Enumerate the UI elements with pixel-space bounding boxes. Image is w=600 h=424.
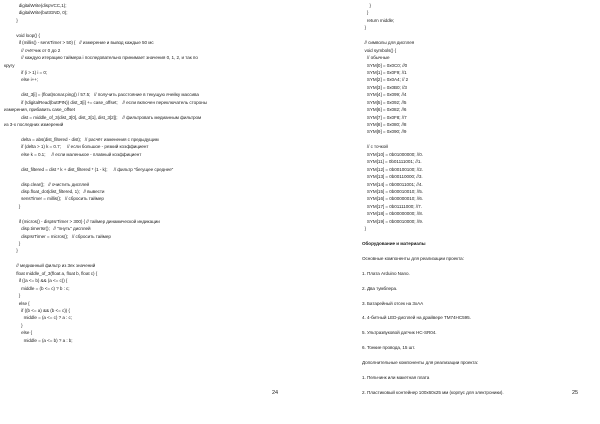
left_page-line: else k = 0.1; // если маленькое - плавный коэффициент (4, 151, 142, 157)
left_page-line: if (delta > 1) k = 0.7; // если большое - резкий коэффициент (4, 144, 149, 150)
right_page-line (362, 233, 592, 240)
right_page-line: 1. Плата Arduino Nano. (362, 270, 410, 276)
right_page-line: 5. Ультразвуковой датчик HC-SR04. (362, 330, 437, 336)
right_page-line: } (362, 3, 371, 8)
left_page-line: if (i > 1) i = 0; (4, 69, 48, 75)
right-page (300, 0, 600, 424)
left_page-line: void loop() { (4, 32, 40, 38)
right_page-line (362, 247, 592, 254)
right_page-line: SYM[4] = 0x099; //4 (362, 92, 407, 98)
left_page-line: float middle_of_3(float a, float b, float c) { (4, 270, 98, 276)
left_page-line: else { (4, 300, 30, 306)
left_page-line: dist_filtered = dist * k + dist_filtered * (1 - k); // фильтр "бегущее среднее" (4, 166, 174, 172)
right_page-line: SYM[1] = 0x0F9; //1 (362, 69, 407, 75)
left_page-line: disp.float_dot(dist_filtered, 1); // вывести (4, 188, 105, 194)
left_page-line: middle = (a <= c) ? a : c; (4, 315, 72, 321)
left_page-line: digitalWrite(buttGND, 0); (4, 10, 68, 16)
right_page-line: SYM[3] = 0x0B0; //3 (362, 84, 407, 90)
left_page-line: if (micros() - dispIsrTimer > 300) { // таймер динамической индикации (4, 218, 160, 224)
right_page-line: SYM[18] = 0b00000000; //8. (362, 211, 423, 217)
right_page-line: Оборудование и материалы (362, 241, 426, 246)
right_page-line: 1. Пельчинк или макетная плата (362, 374, 430, 380)
left_page-line: middle = (a <= b) ? a : b; (4, 337, 73, 343)
right_page-line (362, 136, 592, 143)
left_page-line: sensTimer = millis(); // сбросить таймер (4, 196, 104, 202)
right_page-line (362, 32, 592, 39)
right_page-line: } (362, 10, 369, 16)
left_page-line: кругу (4, 62, 15, 68)
right_page-line: SYM[7] = 0x0F8; //7 (362, 114, 407, 120)
left-page-code (4, 2, 294, 344)
right_page-line (362, 262, 592, 269)
left_page-line: delta = abs(dist_filtered - dist); // расчёт изменения с предыдущим (4, 136, 159, 142)
left_page-line: disp.clear(); // очистить дисплей (4, 181, 90, 187)
left_page-line (4, 158, 294, 165)
left_page-line (4, 128, 294, 135)
right_page-line: SYM[14] = 0b00011001; //4. (362, 181, 423, 187)
right_page-line: // обычные (362, 55, 390, 61)
left_page-line: } (4, 248, 18, 254)
right_page-line: SYM[13] = 0b00110000; //3. (362, 174, 423, 180)
left_page-line: } (4, 293, 21, 299)
right_page-line: SYM[5] = 0x092; //5 (362, 99, 407, 105)
right_page-line (362, 322, 592, 329)
left_page-line: } (4, 203, 21, 209)
right_page-line: // символы для дисплея (362, 40, 415, 46)
right_page-line (362, 337, 592, 344)
left_page-line: disp.timerIsr(); // "пнуть" дисплей (4, 226, 91, 232)
page-number-left: 24 (272, 390, 279, 396)
left_page-line: // каждую итерацию таймера i последовательно принимает значения 0, 1, 2, и так по (4, 55, 198, 61)
right_page-line: void symbols() { (362, 47, 397, 53)
right_page-line: } (362, 226, 366, 232)
right_page-line (362, 307, 592, 314)
page-number-right: 25 (572, 390, 579, 396)
left_page-line (4, 24, 294, 31)
right_page-line (362, 292, 592, 299)
left_page-line (4, 173, 294, 180)
right_page-line: Дополнительные компоненты для реализации проекта: (362, 360, 479, 365)
right_page-line: SYM[11] = 0b01111001; //1. (362, 159, 422, 165)
left_page-line: } (4, 322, 23, 328)
left_page-line: // счётчик от 0 до 2 (4, 47, 61, 53)
left_page-line: } (4, 241, 21, 246)
right_page-line: SYM[8] = 0x080; //8 (362, 122, 407, 127)
left_page-line: else { (4, 330, 33, 336)
left_page-line (4, 255, 294, 262)
left_page-line: middle = (b <= c) ? b : c; (4, 285, 70, 291)
right-page-content (362, 2, 592, 396)
right_page-line (362, 366, 592, 373)
left_page-line: dist_3[i] = (float)sonar.ping() / 57.5; // получить расстояние в текущую ячейку массива (4, 92, 199, 98)
right_page-line: 2. Пластиковый контейнер 100x60x25 мм (корпус для электроники). (362, 389, 504, 395)
right_page-line: SYM[19] = 0b00010000; //9. (362, 218, 423, 224)
right_page-line (362, 352, 592, 359)
right_page-line: Основные компоненты для реализации проекта: (362, 255, 464, 261)
right_page-line: } (362, 25, 366, 31)
right_page-line: SYM[17] = 0b01111000; //7. (362, 203, 422, 209)
right_page-line: 2. Два тумблера. (362, 285, 398, 291)
left_page-line (4, 84, 294, 91)
right_page-line: SYM[12] = 0b00100100; //2. (362, 166, 423, 172)
right_page-line: 3. Батарейный отсек на 3хАА (362, 300, 424, 306)
left_page-line: из 3-х последних измерений (4, 122, 64, 127)
right_page-line: 4. 4-битный LED-дисплей на драйвере TM74HC595. (362, 315, 471, 321)
left_page-line: dispIsrTimer = micros(); // сбросить таймер (4, 233, 111, 239)
left_page-line: if (!digitalRead(buttPIN)) dist_3[i] += case_offset; // если включен переключатель стороны (4, 99, 207, 105)
right_page-line (362, 277, 592, 284)
right_page-line: SYM[2] = 0x0A4; // 2 (362, 77, 409, 83)
left_page-line: else i++; (4, 77, 39, 83)
left_page-line: } (4, 17, 18, 23)
left_page-line: dist = middle_of_3(dist_3[0], dist_3[1], dist_3[2]); // фильтровать медианным фильтром (4, 114, 202, 120)
left_page-line: if ((b <= a) && (b <= c)) { (4, 307, 70, 313)
left_page-line: // медианный фильтр из 3ех значений (4, 263, 96, 269)
right_page-line: 6. Тонкие провода, 15 шт. (362, 345, 415, 351)
right_page-line: SYM[10] = 0b01000000; //0. (362, 151, 423, 157)
right_page-line: SYM[6] = 0x082; //6 (362, 107, 407, 113)
right_page-line: SYM[9] = 0x090; //9 (362, 129, 407, 135)
right_page-line: return middle; (362, 17, 395, 23)
left_page-line: if (millis() - sensTimer > 50) { // измерение и вывод каждые 50 мс (4, 40, 154, 46)
left_page-line: измерения, прибавить case_offset (4, 107, 75, 113)
left_page-line: digitalWrite(dispVCC,1); (4, 3, 67, 8)
right_page-line: // с точкой (362, 144, 388, 150)
right_page-line: SYM[0] = 0x0C0; //0 (362, 62, 408, 68)
right_page-line (362, 381, 592, 388)
right_page-line: SYM[16] = 0b00000010; //6. (362, 196, 423, 202)
left_page-line (4, 210, 294, 217)
left_page-line: if ((a <= b) && (a <= c)) { (4, 278, 68, 284)
right_page-line: SYM[15] = 0b00010010; //5. (362, 188, 423, 194)
